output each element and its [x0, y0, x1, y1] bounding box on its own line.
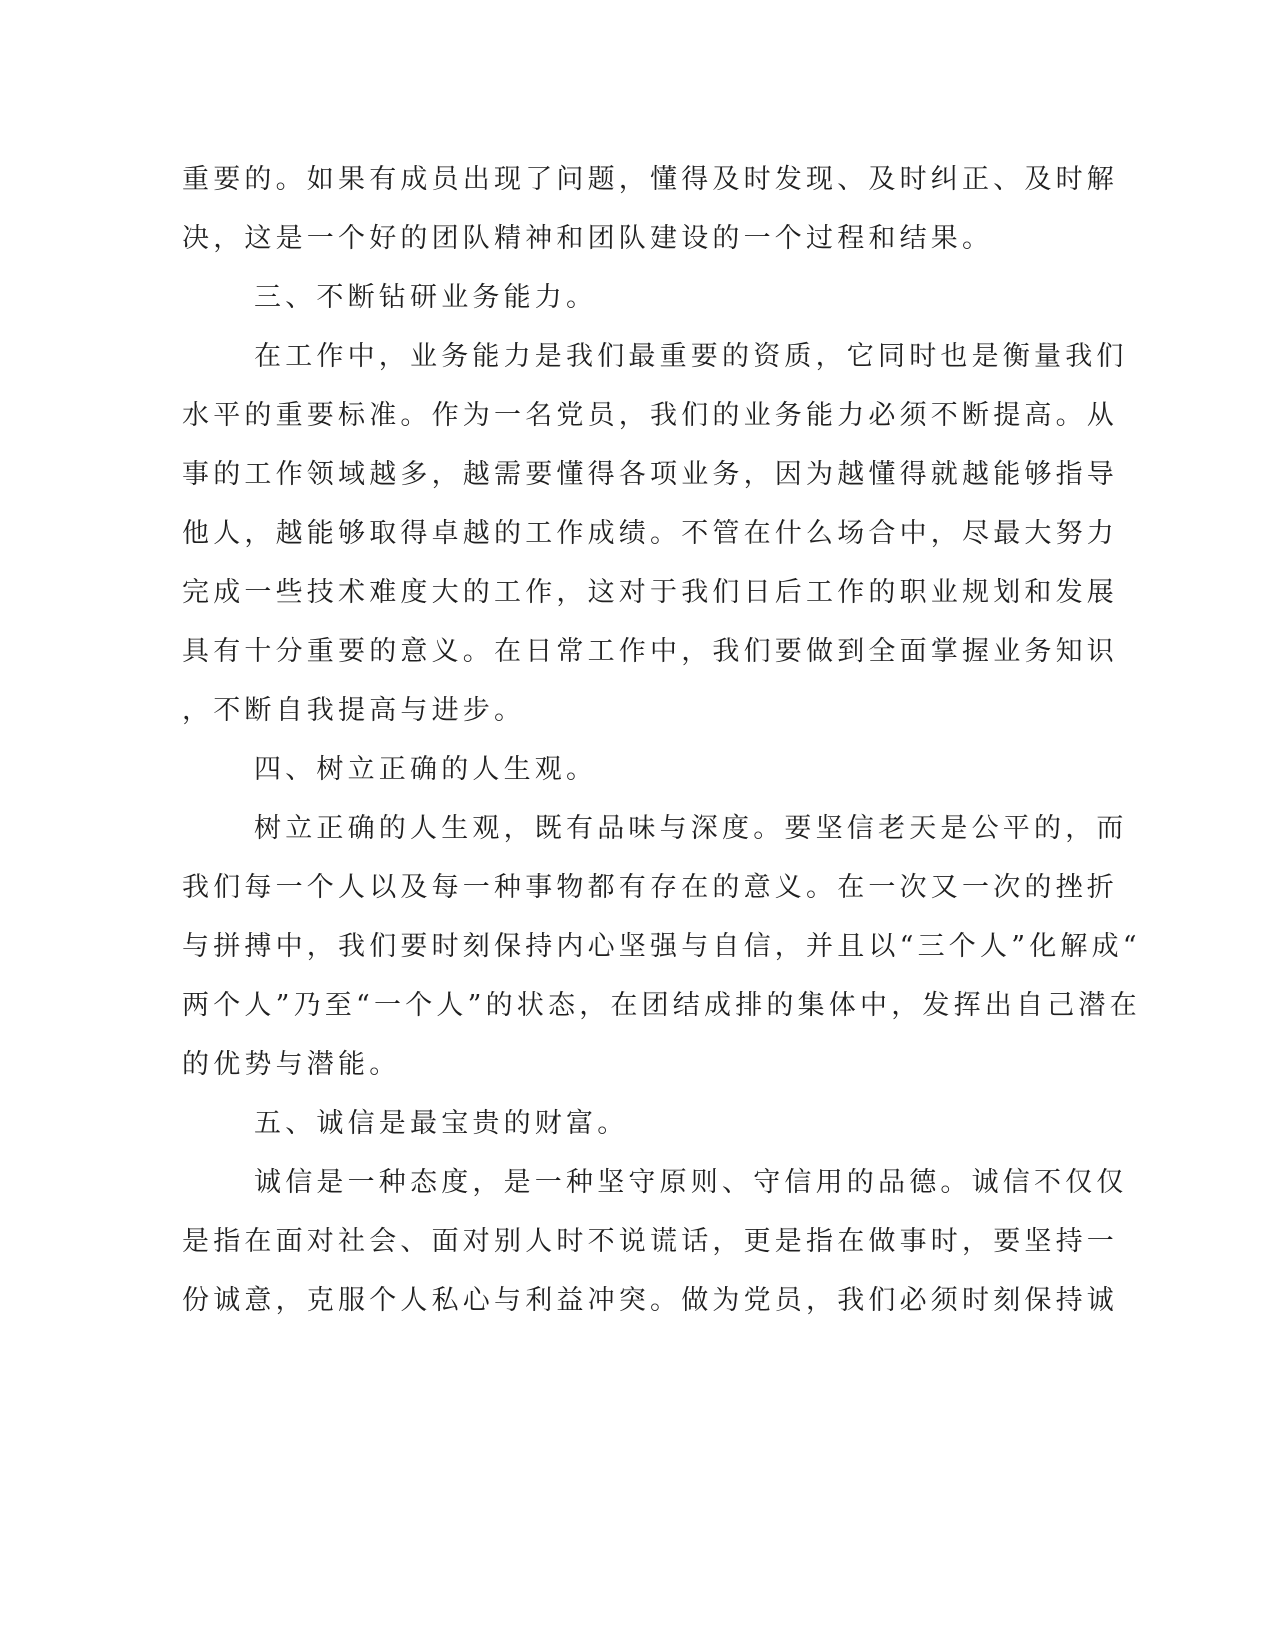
text-line: 事的工作领域越多，越需要懂得各项业务，因为越懂得就越能够指导: [182, 459, 1118, 490]
text-line: 具有十分重要的意义。在日常工作中，我们要做到全面掌握业务知识: [182, 636, 1118, 667]
text-line: ，不断自我提高与进步。: [182, 695, 526, 726]
text-line: 与拼搏中，我们要时刻保持内心坚强与自信，并且以“三个人”化解成“: [182, 931, 1141, 962]
text-line: 是指在面对社会、面对别人时不说谎话，更是指在做事时，要坚持一: [182, 1226, 1118, 1257]
document-body: [182, 150, 1141, 1330]
section-heading: 四、树立正确的人生观。: [254, 754, 598, 785]
text-line: 决，这是一个好的团队精神和团队建设的一个过程和结果。: [182, 223, 994, 254]
section-heading: 三、不断钻研业务能力。: [254, 282, 598, 313]
section-heading: 五、诚信是最宝贵的财富。: [254, 1108, 629, 1139]
text-line: 重要的。如果有成员出现了问题，懂得及时发现、及时纠正、及时解: [182, 164, 1118, 195]
text-line: 水平的重要标准。作为一名党员，我们的业务能力必须不断提高。从: [182, 400, 1118, 431]
text-line: 诚信是一种态度，是一种坚守原则、守信用的品德。诚信不仅仅: [254, 1167, 1128, 1198]
text-line: 两个人”乃至“一个人”的状态，在团结成排的集体中，发挥出自己潜在: [182, 990, 1141, 1021]
text-line: 他人，越能够取得卓越的工作成绩。不管在什么场合中，尽最大努力: [182, 518, 1118, 549]
text-line: 份诚意，克服个人私心与利益冲突。做为党员，我们必须时刻保持诚: [182, 1285, 1118, 1316]
text-line: 完成一些技术难度大的工作，这对于我们日后工作的职业规划和发展: [182, 577, 1118, 608]
text-line: 在工作中，业务能力是我们最重要的资质，它同时也是衡量我们: [254, 341, 1128, 372]
text-line: 树立正确的人生观，既有品味与深度。要坚信老天是公平的，而: [254, 813, 1128, 844]
text-line: 的优势与潜能。: [182, 1049, 401, 1080]
text-line: 我们每一个人以及每一种事物都有存在的意义。在一次又一次的挫折: [182, 872, 1118, 903]
